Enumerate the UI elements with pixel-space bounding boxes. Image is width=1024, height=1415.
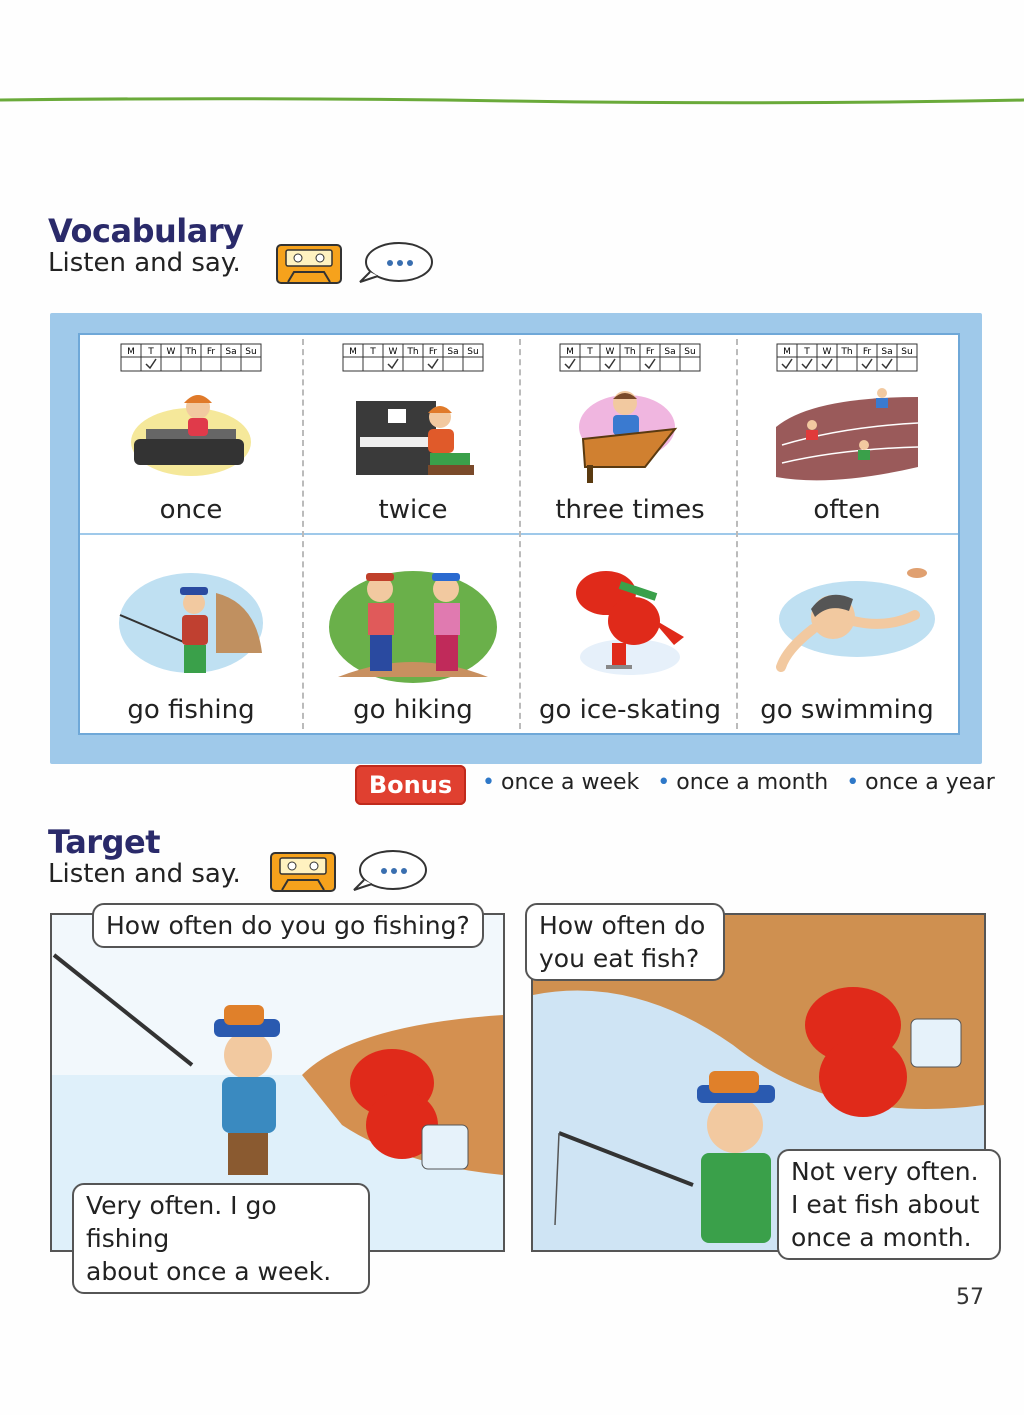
vocab-card-twice[interactable] <box>304 335 522 533</box>
vocab-card-go-ice-skating[interactable] <box>521 535 739 733</box>
kids-hiking-illustration <box>328 557 498 687</box>
vocab-label: go fishing <box>127 695 255 725</box>
comic-panel-fishing <box>50 911 505 1286</box>
boy-piano-illustration <box>565 387 695 487</box>
calendar-day-label: W <box>388 347 398 357</box>
bubble-line: once a month. <box>791 1223 972 1252</box>
bonus-badge: Bonus <box>355 765 466 805</box>
calendar-day-label: T <box>370 347 376 357</box>
calendar-day-label: T <box>587 347 593 357</box>
boy-swimming-illustration <box>757 559 937 679</box>
calendar-day-label: Fr <box>862 347 872 357</box>
running-track-illustration <box>772 387 922 487</box>
top-divider-line <box>0 96 1024 104</box>
vocab-label: twice <box>378 495 448 525</box>
calendar-day-label: M <box>566 347 574 357</box>
calendar-day-label: Sa <box>881 347 893 357</box>
calendar-day-label: Th <box>407 347 419 357</box>
calendar-day-label: W <box>822 347 832 357</box>
answer-speech-bubble <box>72 1183 370 1294</box>
question-speech-bubble <box>525 903 725 981</box>
weekly-calendar <box>119 343 263 373</box>
bubble-line: about once a week. <box>86 1257 332 1286</box>
bubble-line: How often do <box>539 911 706 940</box>
bubble-line: Not very often. <box>791 1157 979 1186</box>
girl-piano-once-illustration <box>126 387 256 487</box>
vocab-label: go swimming <box>760 695 934 725</box>
calendar-day-label: Th <box>624 347 636 357</box>
calendar-day-label: Sa <box>664 347 676 357</box>
calendar-day-label: Su <box>467 347 479 357</box>
vocab-label: often <box>813 495 881 525</box>
calendar-day-label: Su <box>245 347 257 357</box>
calendar-day-label: Fr <box>428 347 438 357</box>
calendar-day-label: Su <box>901 347 913 357</box>
bubble-line: I eat fish about <box>791 1190 980 1219</box>
bonus-list <box>482 770 995 795</box>
vocab-card-go-fishing[interactable] <box>82 535 300 733</box>
cassette-tape-icon[interactable] <box>276 244 342 284</box>
calendar-day-label: Th <box>841 347 853 357</box>
vocab-card-often[interactable] <box>738 335 956 533</box>
comic-panel-eat-fish <box>531 913 986 1252</box>
answer-speech-bubble <box>777 1149 1001 1260</box>
target-instruction: Listen and say. <box>48 859 241 889</box>
bubble-line: you eat fish? <box>539 944 700 973</box>
vocab-label: once <box>159 495 223 525</box>
speech-bubble-icon[interactable] <box>352 848 430 894</box>
calendar-day-label: M <box>349 347 357 357</box>
target-title: Target <box>48 823 160 861</box>
calendar-day-label: T <box>148 347 154 357</box>
girl-upright-piano-illustration <box>348 387 478 487</box>
calendar-day-label: Th <box>185 347 197 357</box>
vocab-label: go hiking <box>353 695 473 725</box>
calendar-day-label: Su <box>684 347 696 357</box>
vocabulary-frame <box>50 313 982 764</box>
dinosaur-ice-skating-illustration <box>560 557 700 687</box>
page-number: 57 <box>956 1285 984 1310</box>
vocab-card-once[interactable] <box>82 335 300 533</box>
vocab-card-go-hiking[interactable] <box>304 535 522 733</box>
calendar-day-label: W <box>166 347 176 357</box>
bubble-line: Very often. I go fishing <box>86 1191 277 1253</box>
cassette-tape-icon[interactable] <box>270 852 336 892</box>
vocabulary-instruction: Listen and say. <box>48 248 241 278</box>
vocab-card-go-swimming[interactable] <box>738 535 956 733</box>
vocab-label: three times <box>555 495 705 525</box>
boy-fishing-illustration <box>116 563 266 683</box>
bonus-item: • once a month <box>657 770 829 795</box>
calendar-day-label: M <box>783 347 791 357</box>
calendar-day-label: M <box>127 347 135 357</box>
calendar-day-label: W <box>605 347 615 357</box>
weekly-calendar <box>341 343 485 373</box>
calendar-day-label: T <box>804 347 810 357</box>
vocabulary-grid <box>78 333 960 735</box>
weekly-calendar <box>775 343 919 373</box>
calendar-day-label: Fr <box>206 347 216 357</box>
speech-bubble-icon[interactable] <box>358 240 436 286</box>
vocab-label: go ice-skating <box>538 695 722 725</box>
calendar-day-label: Fr <box>645 347 655 357</box>
vocabulary-title: Vocabulary <box>48 212 244 250</box>
weekly-calendar <box>558 343 702 373</box>
bonus-item: • once a week <box>482 770 640 795</box>
bonus-item: • once a year <box>846 770 995 795</box>
calendar-day-label: Sa <box>225 347 237 357</box>
calendar-day-label: Sa <box>447 347 459 357</box>
vocab-card-three-times[interactable] <box>521 335 739 533</box>
question-speech-bubble: How often do you go fishing? <box>92 903 484 948</box>
